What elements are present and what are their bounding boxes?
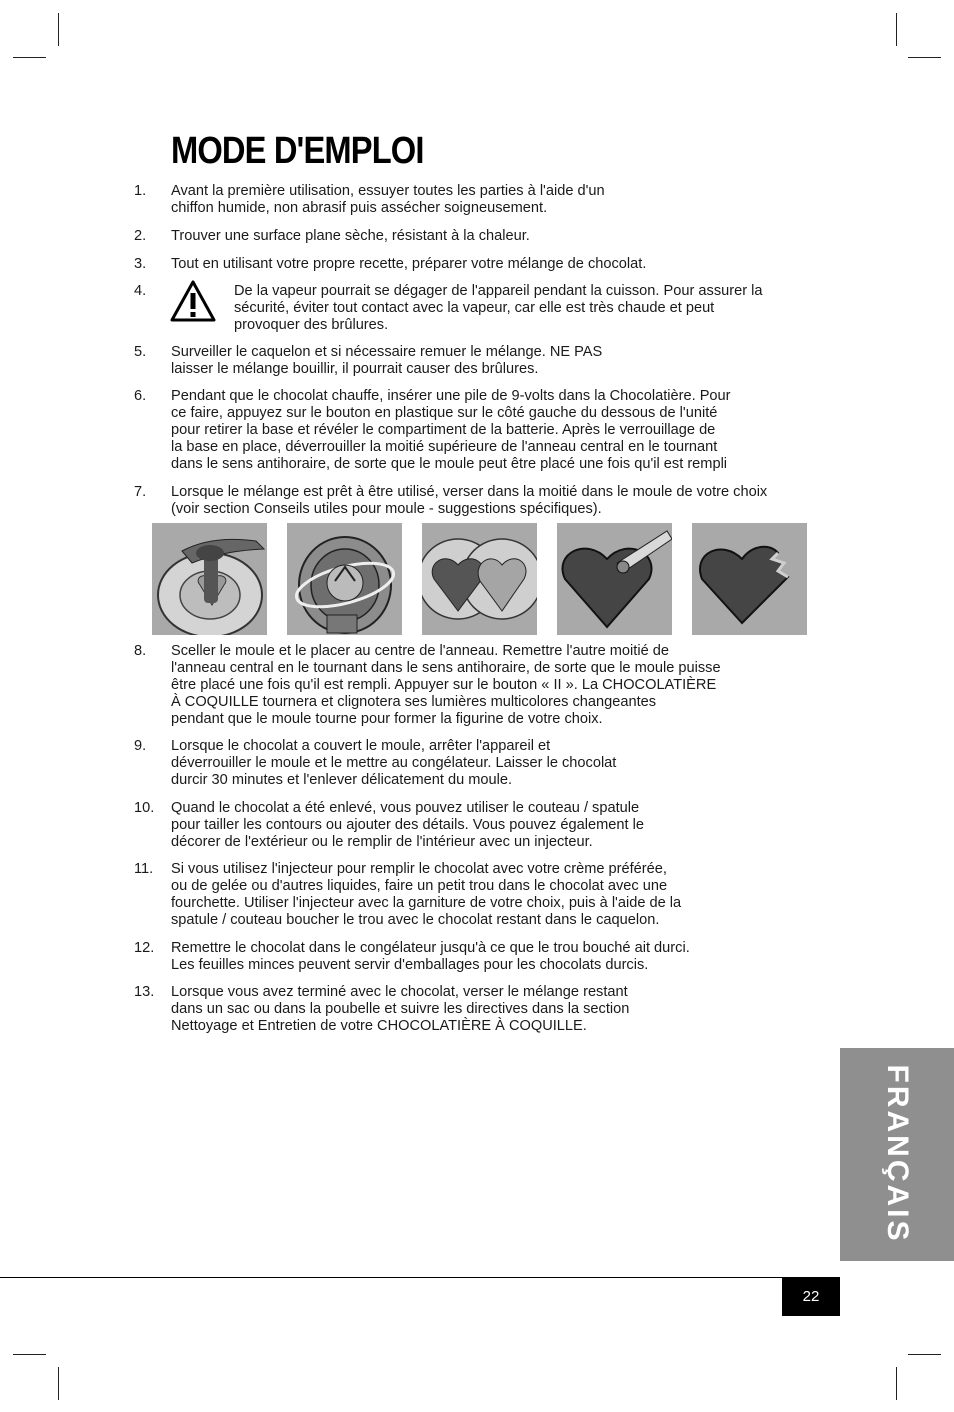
step-number: 5.: [134, 344, 147, 360]
crop-mark: [58, 13, 59, 46]
step-text: Si vous utilisez l'injecteur pour remplir le chocolat avec votre crème préférée, ou de gelée ou d'autres liquides, faire un petit trou dans le chocolat avec une fourchette. Utiliser l'injecteur avec la garniture de votre choix, puis à l'aide de la spatule / couteau boucher le trou avec le chocolat restant dans le caquelon.: [171, 861, 682, 928]
step-text: Sceller le moule et le placer au centre de l'anneau. Remettre l'autre moitié de l'anneau central en le tournant dans le sens antihoraire, de sorte que le moule puisse être placé une fois qu'il est rempli. Appuyer sur le bouton « II ». La CHOCOLATIÈRE À COQUILLE tournera et clignotera ses lumières multicolores changeantes pendant que le moule tourne pour former la figurine de votre choix.: [171, 643, 721, 727]
crop-mark: [13, 1354, 46, 1355]
step-text: Trouver une surface plane sèche, résistant à la chaleur.: [171, 228, 530, 244]
step-number: 11.: [134, 861, 154, 877]
step-number: 9.: [134, 738, 147, 754]
step-number: 1.: [134, 183, 147, 199]
step-text: Avant la première utilisation, essuyer toutes les parties à l'aide d'un chiffon humide, non abrasif puis assécher soigneusement.: [171, 183, 605, 216]
step-text: Tout en utilisant votre propre recette, préparer votre mélange de chocolat.: [171, 256, 647, 272]
warning-icon: [170, 280, 216, 322]
crop-mark: [896, 13, 897, 46]
step-text: Remettre le chocolat dans le congélateur jusqu'à ce que le trou bouché ait durci. Les feuilles minces peuvent servir d'emballages pour les chocolats durcis.: [171, 940, 690, 973]
page-title: MODE D'EMPLOI: [171, 130, 424, 172]
step-number: 10.: [134, 800, 155, 816]
step-number: 4.: [134, 283, 147, 299]
crop-mark: [896, 1367, 897, 1400]
step-number: 2.: [134, 228, 147, 244]
step-text: Lorsque le mélange est prêt à être utilisé, verser dans la moitié dans le moule de votre choix (voir section Conseils utiles pour moule - suggestions spécifiques).: [171, 484, 768, 517]
heart-injector-illustration: [557, 523, 672, 635]
bitten-heart-illustration: [692, 523, 807, 635]
pouring-chocolate-illustration: [152, 523, 267, 635]
step-text: Surveiller le caquelon et si nécessaire remuer le mélange. NE PAS laisser le mélange bouillir, il pourrait causer des brûlures.: [171, 344, 603, 377]
crop-mark: [13, 57, 46, 58]
rotating-mold-illustration: [287, 523, 402, 635]
crop-mark: [908, 57, 941, 58]
step-number: 3.: [134, 256, 147, 272]
step-number: 13.: [134, 984, 155, 1000]
step-number: 8.: [134, 643, 147, 659]
language-tab: [840, 1048, 954, 1261]
crop-mark: [908, 1354, 941, 1355]
step-text: Pendant que le chocolat chauffe, insérer une pile de 9-volts dans la Chocolatière. Pour ce faire, appuyez sur le bouton en plastique sur le côté gauche du dessous de l'unité pour retirer la base et révéler le compartiment de la batterie. Après le verrouillage de la base en place, déverrouiller la moitié supérieure de l'anneau central en le tournant dans le sens antihoraire, de sorte que le moule peut être placé une fois qu'il est rempli: [171, 388, 731, 472]
heart-mold-halves-illustration: [422, 523, 537, 635]
step-number: 12.: [134, 940, 155, 956]
footer-rule: [0, 1277, 840, 1278]
step-number: 7.: [134, 484, 147, 500]
language-tab-label: FRANÇAIS: [881, 1064, 914, 1244]
step-number: 6.: [134, 388, 147, 404]
step-text: Lorsque le chocolat a couvert le moule, arrêter l'appareil et déverrouiller le moule et le mettre au congélateur. Laisser le chocolat durcir 30 minutes et l'enlever délicatement du moule.: [171, 738, 617, 788]
page-number: 22: [782, 1278, 840, 1316]
step-text: De la vapeur pourrait se dégager de l'appareil pendant la cuisson. Pour assurer la sécurité, éviter tout contact avec la vapeur, car elle est très chaude et peut provoquer des brûlures.: [234, 283, 763, 333]
step-text: Lorsque vous avez terminé avec le chocolat, verser le mélange restant dans un sac ou dans la poubelle et suivre les directives dans la section Nettoyage et Entretien de votre CHOCOLATIÈRE À COQUILLE.: [171, 984, 630, 1034]
step-text: Quand le chocolat a été enlevé, vous pouvez utiliser le couteau / spatule pour tailler les contours ou ajouter des détails. Vous pouvez également le décorer de l'extérieur ou le remplir de l'intérieur avec un injecteur.: [171, 800, 644, 850]
crop-mark: [58, 1367, 59, 1400]
